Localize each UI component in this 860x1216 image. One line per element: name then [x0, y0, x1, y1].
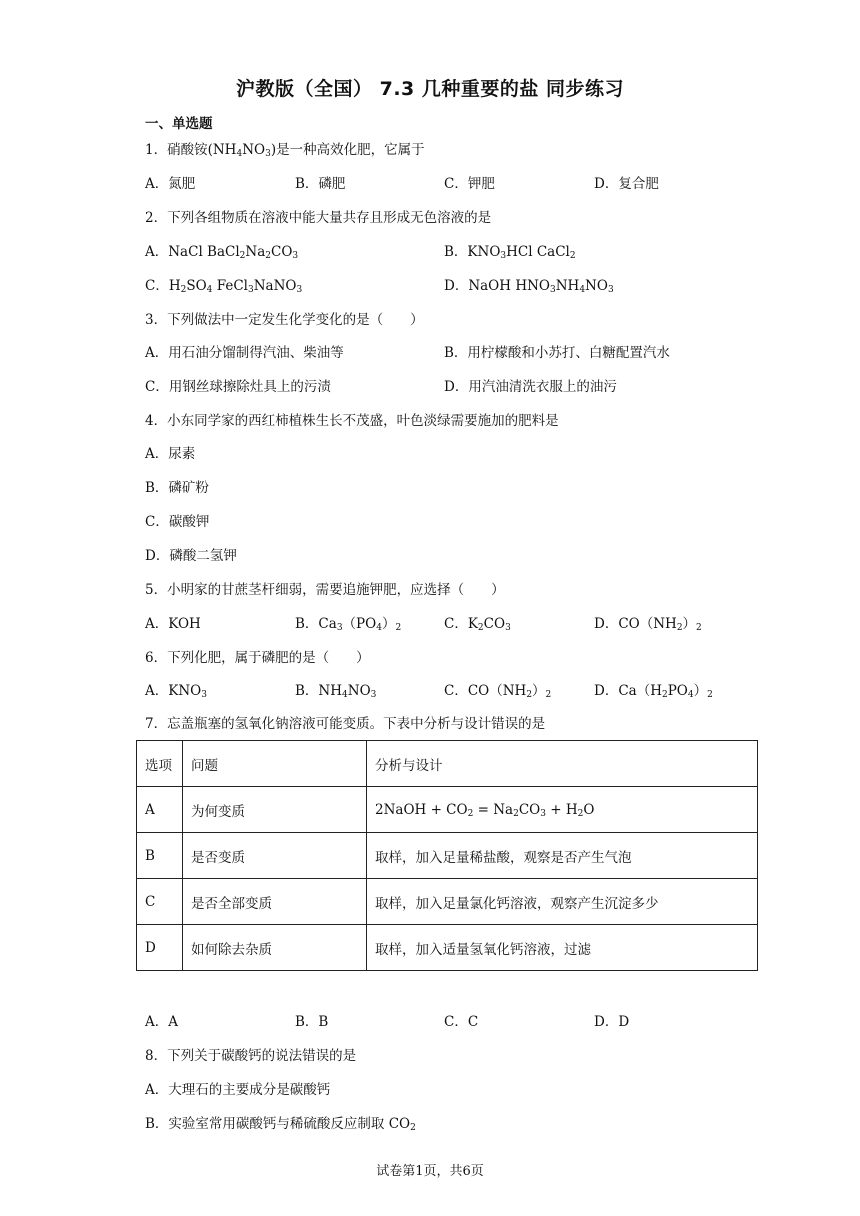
table-cell: 是否全部变质	[183, 879, 367, 925]
table-cell: 取样，加入适量氢氧化钙溶液，过滤	[367, 925, 758, 971]
q2-option-a: A．NaCl $BaCl_2Na_2CO_3$	[145, 244, 299, 261]
q1-option-a: A．氮肥	[145, 176, 196, 192]
question-2-stem: 2．下列各组物质在溶液中能大量共存且形成无色溶液的是	[145, 210, 492, 226]
q7-option-d: D．D	[594, 1014, 630, 1030]
table-cell-equation: 2NaOH + $CO_2 = Na_2CO_3 + H_2O$	[367, 787, 758, 833]
question-6-stem: 6．下列化肥，属于磷肥的是（ ）	[145, 650, 370, 666]
table-header-cell: 问题	[183, 741, 367, 787]
table-cell: 为何变质	[183, 787, 367, 833]
q4-option-d: D．磷酸二氢钾	[145, 548, 237, 564]
question-4-stem: 4．小东同学家的西红柿植株生长不茂盛，叶色淡绿需要施加的肥料是	[145, 413, 559, 429]
table-row	[137, 833, 758, 879]
q6-option-a: A．$KNO_3$	[145, 683, 207, 700]
q4-option-c: C．碳酸钾	[145, 514, 210, 530]
q4-option-a: A．尿素	[145, 446, 196, 462]
table-cell: 如何除去杂质	[183, 925, 367, 971]
q5-option-d: D．$CO(NH_2)_2$	[594, 616, 702, 633]
q5-option-b: B．$Ca_3(PO_4)_2$	[295, 616, 402, 633]
q2-option-c: C．$H_2SO_4$ FeCl$_3$NaNO$_3$	[145, 278, 303, 295]
q1-option-b: B．磷肥	[295, 176, 346, 192]
table-header-cell: 选项	[137, 741, 183, 787]
table-cell: A	[137, 787, 183, 833]
q4-option-b: B．磷矿粉	[145, 480, 209, 496]
q3-option-a: A．用石油分馏制得汽油、柴油等	[145, 345, 344, 361]
question-8-stem: 8．下列关于碳酸钙的说法错误的是	[145, 1048, 357, 1064]
q1-option-c: C．钾肥	[444, 176, 495, 192]
page-footer: 试卷第1页，共6页	[376, 1164, 484, 1179]
table-row	[137, 879, 758, 925]
table-row	[137, 787, 758, 833]
q3-option-d: D．用汽油清洗衣服上的油污	[444, 379, 617, 395]
q3-option-c: C．用钢丝球擦除灶具上的污渍	[145, 379, 331, 395]
q3-option-b: B．用柠檬酸和小苏打、白糖配置汽水	[444, 345, 670, 361]
question-3-stem: 3．下列做法中一定发生化学变化的是（ ）	[145, 312, 424, 328]
q8-option-b: B．实验室常用碳酸钙与稀硫酸反应制取 $CO_2$	[145, 1116, 416, 1133]
table-cell: C	[137, 879, 183, 925]
question-1-stem: 1．硝酸铵$(NH_4NO_3)$是一种高效化肥，它属于	[145, 142, 425, 159]
question-5-stem: 5．小明家的甘蔗茎杆细弱，需要追施钾肥，应选择（ ）	[145, 582, 505, 598]
table-header-cell: 分析与设计	[367, 741, 758, 787]
question-7-stem: 7．忘盖瓶塞的氢氧化钠溶液可能变质。下表中分析与设计错误的是	[145, 716, 546, 732]
table-cell: D	[137, 925, 183, 971]
table-cell: 取样，加入足量氯化钙溶液，观察产生沉淀多少	[367, 879, 758, 925]
q7-option-c: C．C	[444, 1014, 479, 1030]
q7-table	[136, 740, 758, 971]
q6-option-b: B．$NH_4NO_3$	[295, 683, 377, 700]
table-cell: 是否变质	[183, 833, 367, 879]
q6-option-d: D．$Ca(H_2PO_4)_2$	[594, 683, 713, 700]
q7-option-b: B．B	[295, 1014, 329, 1030]
table-header-row	[137, 741, 758, 787]
q1-option-d: D．复合肥	[594, 176, 659, 192]
q8-option-a: A．大理石的主要成分是碳酸钙	[145, 1082, 331, 1098]
table-cell: B	[137, 833, 183, 879]
q2-option-b: B．$KNO_3HCl$ CaCl$_2$	[444, 244, 576, 261]
section-heading: 一、单选题	[145, 116, 213, 132]
q6-option-c: C．$CO(NH_2)_2$	[444, 683, 552, 700]
table-row	[137, 925, 758, 971]
q2-option-d: D．NaOH $HNO_3NH_4NO_3$	[444, 278, 614, 295]
q5-option-a: A．KOH	[145, 616, 201, 632]
page-title: 沪教版（全国） 7.3 几种重要的盐 同步练习	[235, 78, 624, 100]
table-cell: 取样，加入足量稀盐酸，观察是否产生气泡	[367, 833, 758, 879]
q7-option-a: A．A	[145, 1014, 178, 1030]
q5-option-c: C．$K_2CO_3$	[444, 616, 511, 633]
